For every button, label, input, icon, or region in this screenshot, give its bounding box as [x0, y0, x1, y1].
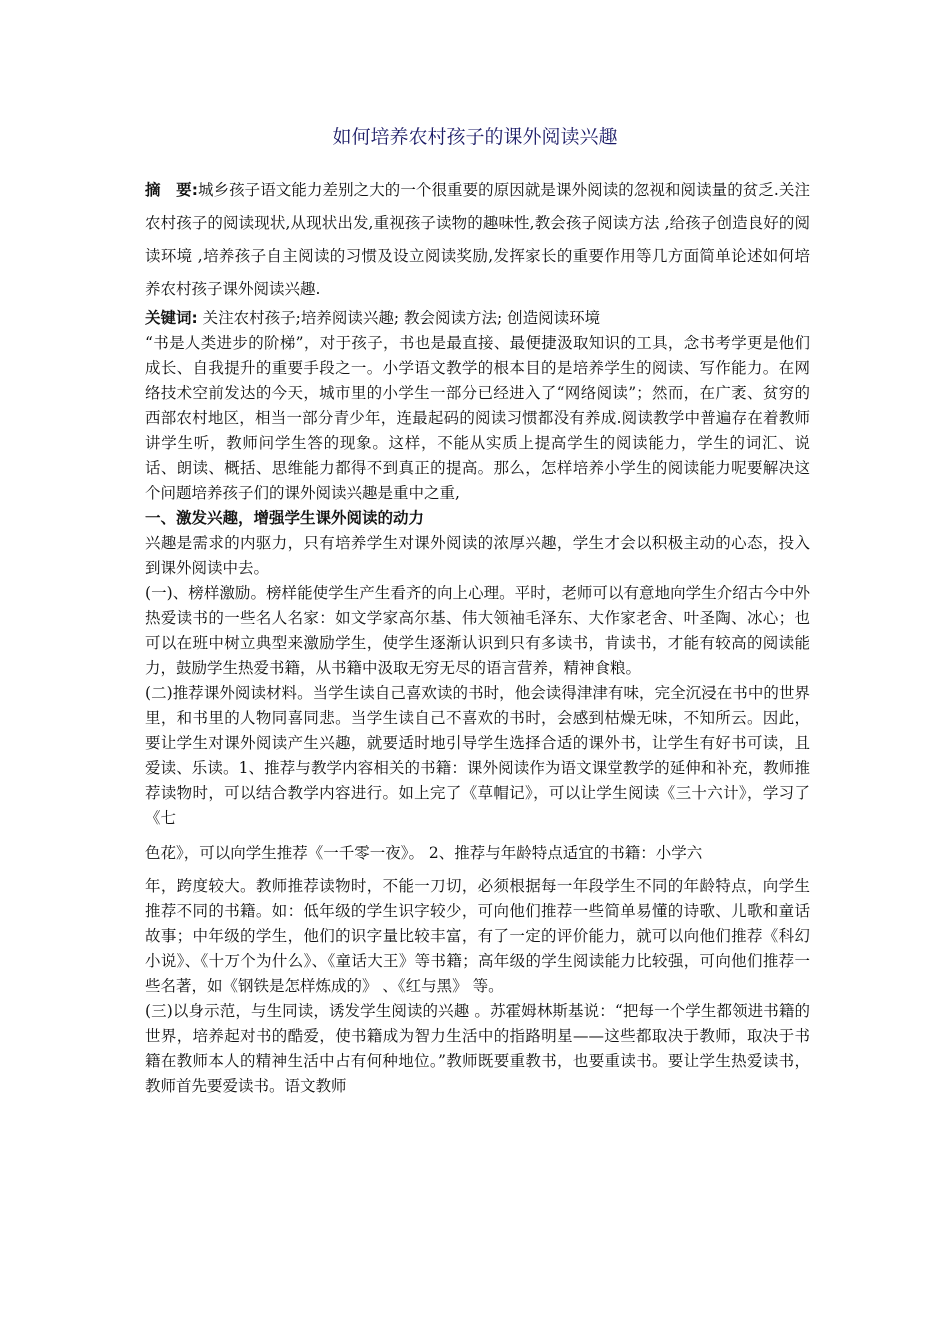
document-title: 如何培养农村孩子的课外阅读兴趣: [332, 126, 618, 148]
item-one-paragraph: (一)、榜样激励。榜样能使学生产生看齐的向上心理。平时，老师可以有意地向学生介绍古今中外热爱读书的一些名人名家：如文学家高尔基、伟大领袖毛泽东、大作家老舍、叶圣陶、冰心；也可以在班中树立典型来激励学生，使学生逐渐认识到只有多读书，肯读书，才能有较高的阅读能力，鼓励学生热爱书籍，从书籍中汲取无穷无尽的语言营养，精神食粮。: [145, 584, 810, 677]
item-two-paragraph: (二)推荐课外阅读材料。当学生读自己喜欢读的书时，他会读得津津有味，完全沉浸在书中的世界里，和书里的人物同喜同悲。当学生读自己不喜欢的书时，会感到枯燥无味，不知所云。因此，要让学生对课外阅读产生兴趣，就要适时地引导学生选择合适的课外书，让学生有好书可读，且爱读、乐读。1、推荐与教学内容相关的书籍：课外阅读作为语文课堂教学的延伸和补充，教师推荐读物时，可以结合教学内容进行。如上完了《草帽记》，可以让学生阅读《三十六计》，学习了《七: [145, 684, 810, 827]
intro-paragraph: “书是人类进步的阶梯”，对于孩子，书也是最直接、最便捷汲取知识的工具，念书考学更是他们成长、自我提升的重要手段之一。小学语文教学的根本目的是培养学生的阅读、写作能力。在网络技术空前发达的今天，城市里的小学生一部分已经进入了“网络阅读”；然而，在广袤、贫穷的西部农村地区，相当一部分青少年，连最起码的阅读习惯都没有养成.阅读教学中普遍存在着教师讲学生听，教师问学生答的现象。这样，不能从实质上提高学生的阅读能力，学生的词汇、说话、朗读、概括、思维能力都得不到真正的提高。那么，怎样培养小学生的阅读能力呢要解决这个问题培养孩子们的课外阅读兴趣是重中之重,: [145, 334, 810, 502]
keywords-paragraph: [145, 306, 810, 331]
item-two-continued-line: 色花》，可以向学生推荐《一千零一夜》。 2、推荐与年龄特点适宜的书籍：小学六: [145, 844, 703, 862]
section-heading: 一、激发兴趣，增强学生课外阅读的动力: [145, 509, 425, 527]
item-three-paragraph: (三)以身示范，与生同读，诱发学生阅读的兴趣 。苏霍姆林斯基说：“把每一个学生都领进书籍的世界，培养起对书的酷爱，使书籍成为智力生活中的指路明星——这些都取决于教师，取决于书籍在教师本人的精神生活中占有何种地位。”教师既要重教书，也要重读书。要让学生热爱读书，教师首先要爱读书。语文教师: [145, 1002, 810, 1095]
item-two-continued-paragraph: 年，跨度较大。教师推荐读物时，不能一刀切，必须根据每一年段学生不同的年龄特点，向学生推荐不同的书籍。如：低年级的学生识字较少，可向他们推荐一些简单易懂的诗歌、儿歌和童话故事；中年级的学生，他们的识字量比较丰富，有了一定的评价能力，就可以向他们推荐《科幻小说》、《十万个为什么》、《童话大王》等书籍；高年级的学生阅读能力比较强，可向他们推荐一些名著，如《钢铁是怎样炼成的》 、《红与黑》 等。: [145, 877, 810, 995]
abstract-label: 摘 要:: [145, 181, 198, 199]
keywords-text: 关注农村孩子;培养阅读兴趣; 教会阅读方法; 创造阅读环境: [197, 309, 601, 327]
abstract-paragraph: [145, 174, 810, 306]
keywords-label: 关键词:: [145, 309, 198, 327]
document-body: [145, 174, 810, 1099]
section-intro-paragraph: 兴趣是需求的内驱力，只有培养学生对课外阅读的浓厚兴趣，学生才会以积极主动的心态，投入到课外阅读中去。: [145, 534, 810, 577]
abstract-text: 城乡孩子语文能力差别之大的一个很重要的原因就是课外阅读的忽视和阅读量的贫乏.关注农村孩子的阅读现状,从现状出发,重视孩子读物的趣味性,教会孩子阅读方法 ,给孩子创造良好的阅读环境 ,培养孩子自主阅读的习惯及设立阅读奖励,发挥家长的重要作用等几方面简单论述如何培养农村孩子课外阅读兴趣.: [145, 181, 810, 298]
